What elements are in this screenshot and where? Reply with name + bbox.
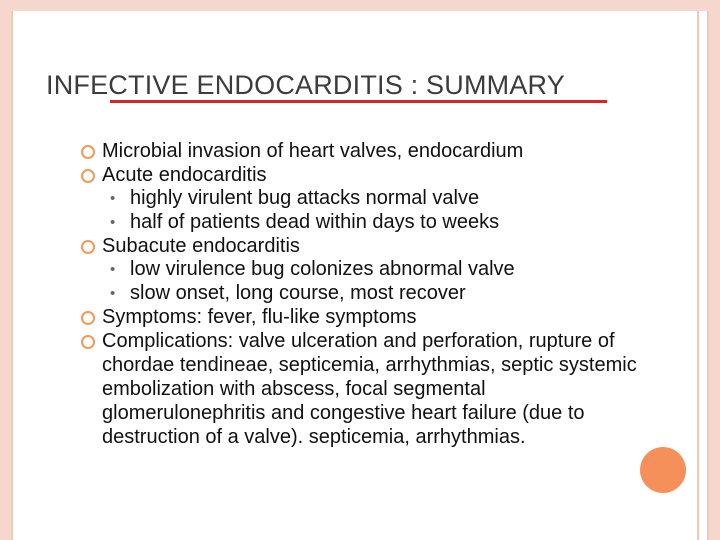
title-underline xyxy=(110,100,607,103)
circle-bullet-icon xyxy=(81,240,95,254)
sub-bullet-item xyxy=(80,187,640,211)
sub-bullet-text: half of patients dead within days to weeks xyxy=(130,210,500,233)
circle-bullet-icon xyxy=(81,169,95,183)
circle-bullet-icon xyxy=(81,145,95,159)
circle-bullet-icon xyxy=(81,335,95,349)
bullet-item xyxy=(80,234,640,258)
slide-title: INFECTIVE ENDOCARDITIS : SUMMARY xyxy=(46,70,565,100)
decorative-circle xyxy=(640,447,686,493)
bullet-text: Microbial invasion of heart valves, endocardium xyxy=(102,140,524,162)
bullet-text: Symptoms: fever, flu-like symptoms xyxy=(102,306,417,328)
circle-bullet-icon xyxy=(81,311,95,325)
sub-bullet-item xyxy=(80,211,640,235)
bullet-list xyxy=(80,139,640,449)
bullet-item xyxy=(80,305,640,329)
frame-line-left xyxy=(11,11,13,540)
bullet-item xyxy=(80,329,640,449)
sub-bullet-text: slow onset, long course, most recover xyxy=(130,281,466,304)
bullet-text: Acute endocarditis xyxy=(102,164,267,186)
sub-bullet-text: low virulence bug colonizes abnormal valve xyxy=(130,258,515,280)
sub-bullet-item xyxy=(80,258,640,282)
frame-line-right-inner xyxy=(697,11,699,540)
sub-bullet-item xyxy=(80,282,640,306)
dot-bullet-icon: • xyxy=(110,213,116,231)
dot-bullet-icon: • xyxy=(110,190,116,207)
dot-bullet-icon: • xyxy=(110,261,116,278)
bullet-text: Subacute endocarditis xyxy=(102,235,300,257)
frame-line-right-outer xyxy=(707,11,709,540)
bullet-item xyxy=(80,163,640,187)
bullet-item xyxy=(80,139,640,163)
bullet-text: Complications: valve ulceration and perforation, rupture of chordae tendineae, septicemia, arrhythmias, septic systemic embolization with abscess, focal segmental glomerulonephritis and congestive heart failure (due to destruction of a valve). septicemia, arrhythmias. xyxy=(102,330,637,448)
dot-bullet-icon: • xyxy=(110,284,116,302)
sub-bullet-text: highly virulent bug attacks normal valve xyxy=(130,187,480,209)
